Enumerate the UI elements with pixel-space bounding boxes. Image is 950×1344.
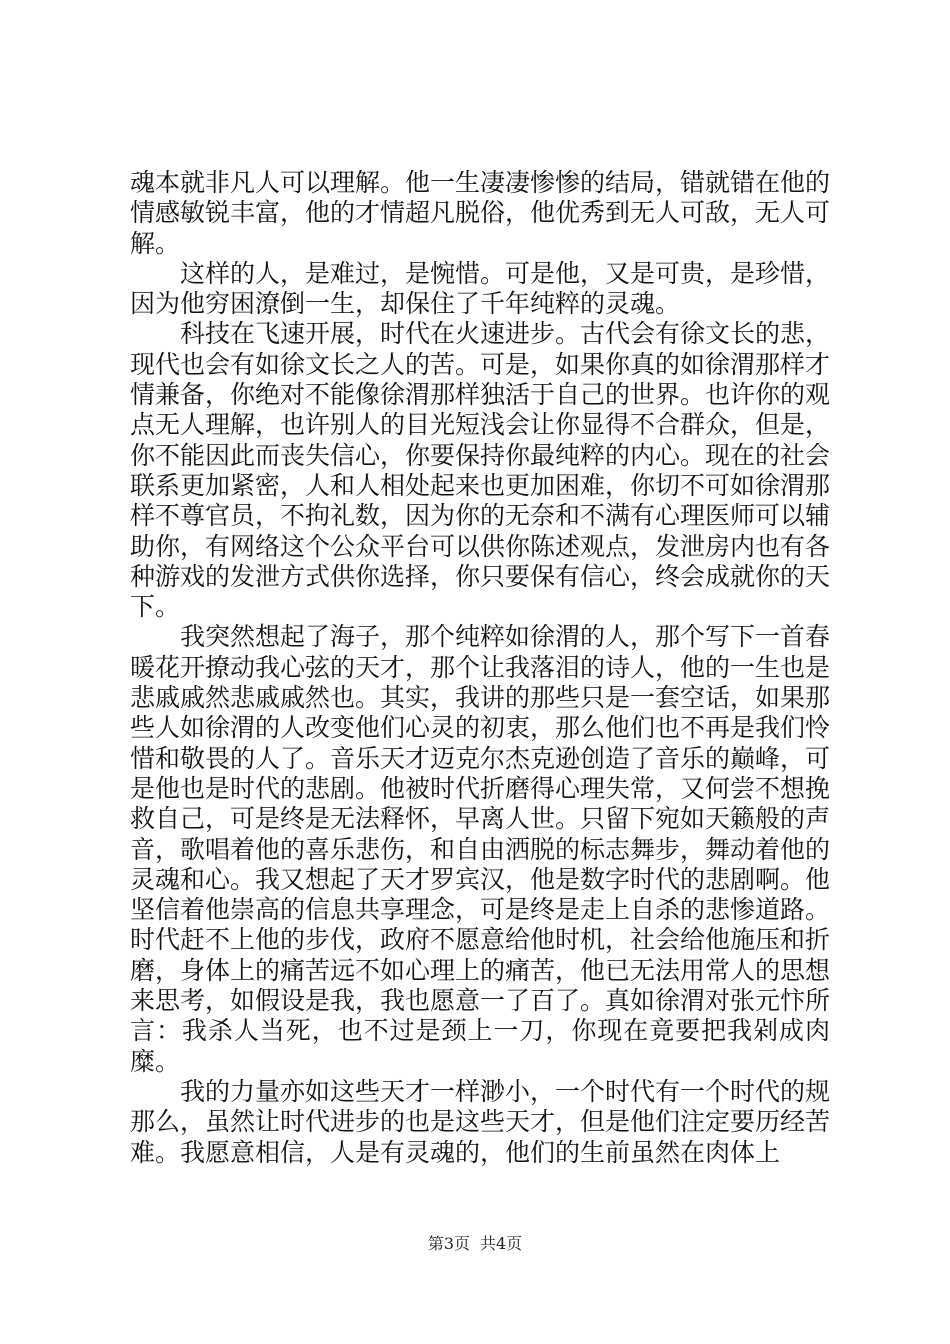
paragraph-5: 我的力量亦如这些天才一样渺小，一个时代有一个时代的规那么，虽然让时代进步的也是这些天才，但是他们注定要历经苦难。我愿意相信，人是有灵魂的，他们的生前虽然在肉体上: [130, 1076, 831, 1167]
paragraph-1: 魂本就非凡人可以理解。他一生凄凄惨惨的结局，错就错在他的情感敏锐丰富，他的才情超凡脱俗，他优秀到无人可敌，无人可解。: [130, 168, 831, 258]
document-body: [130, 168, 830, 1168]
page-total: 共4页: [480, 1234, 523, 1253]
paragraph-3: 科技在飞速开展，时代在火速进步。古代会有徐文长的悲，现代也会有如徐文长之人的苦。可是，如果你真的如徐渭那样才情兼备，你绝对不能像徐渭那样独活于自己的世界。也许你的观点无人理解，也许别人的目光短浅会让你显得不合群众，但是，你不能因此而丧失信心，你要保持你最纯粹的内心。现在的社会联系更加紧密，人和人相处起来也更加困难，你切不可如徐渭那样不尊官员，不拘礼数，因为你的无奈和不满有心理医师可以辅助你，有网络这个公众平台可以供你陈述观点，发泄房内也有各种游戏的发泄方式供你选择，你只要保有信心，终会成就你的天下。: [130, 319, 831, 622]
page-number: 第3页: [427, 1234, 470, 1253]
paragraph-4: 我突然想起了海子，那个纯粹如徐渭的人，那个写下一首春暖花开撩动我心弦的天才，那个让我落泪的诗人，他的一生也是悲戚戚然悲戚戚然也。其实，我讲的那些只是一套空话，如果那些人如徐渭的人改变他们心灵的初衷，那么他们也不再是我们怜惜和敬畏的人了。音乐天才迈克尔杰克逊创造了音乐的巅峰，可是他也是时代的悲剧。他被时代折磨得心理失常，又何尝不想挽救自己，可是终是无法释怀，早离人世。只留下宛如天籁般的声音，歌唱着他的喜乐悲伤，和自由洒脱的标志舞步，舞动着他的灵魂和心。我又想起了天才罗宾汉，他是数字时代的悲剧啊。他坚信着他崇高的信息共享理念，可是终是走上自杀的悲惨道路。时代赶不上他的步伐，政府不愿意给他时机，社会给他施压和折磨，身体上的痛苦远不如心理上的痛苦，他已无法用常人的思想来思考，如假设是我，我也愿意一了百了。真如徐渭对张元忭所言：我杀人当死，也不过是颈上一刀，你现在竟要把我剁成肉糜。: [130, 622, 831, 1076]
page-footer: [0, 1234, 950, 1254]
paragraph-2: 这样的人，是难过，是惋惜。可是他，又是可贵，是珍惜，因为他穷困潦倒一生，却保住了千年纯粹的灵魂。: [130, 258, 831, 319]
